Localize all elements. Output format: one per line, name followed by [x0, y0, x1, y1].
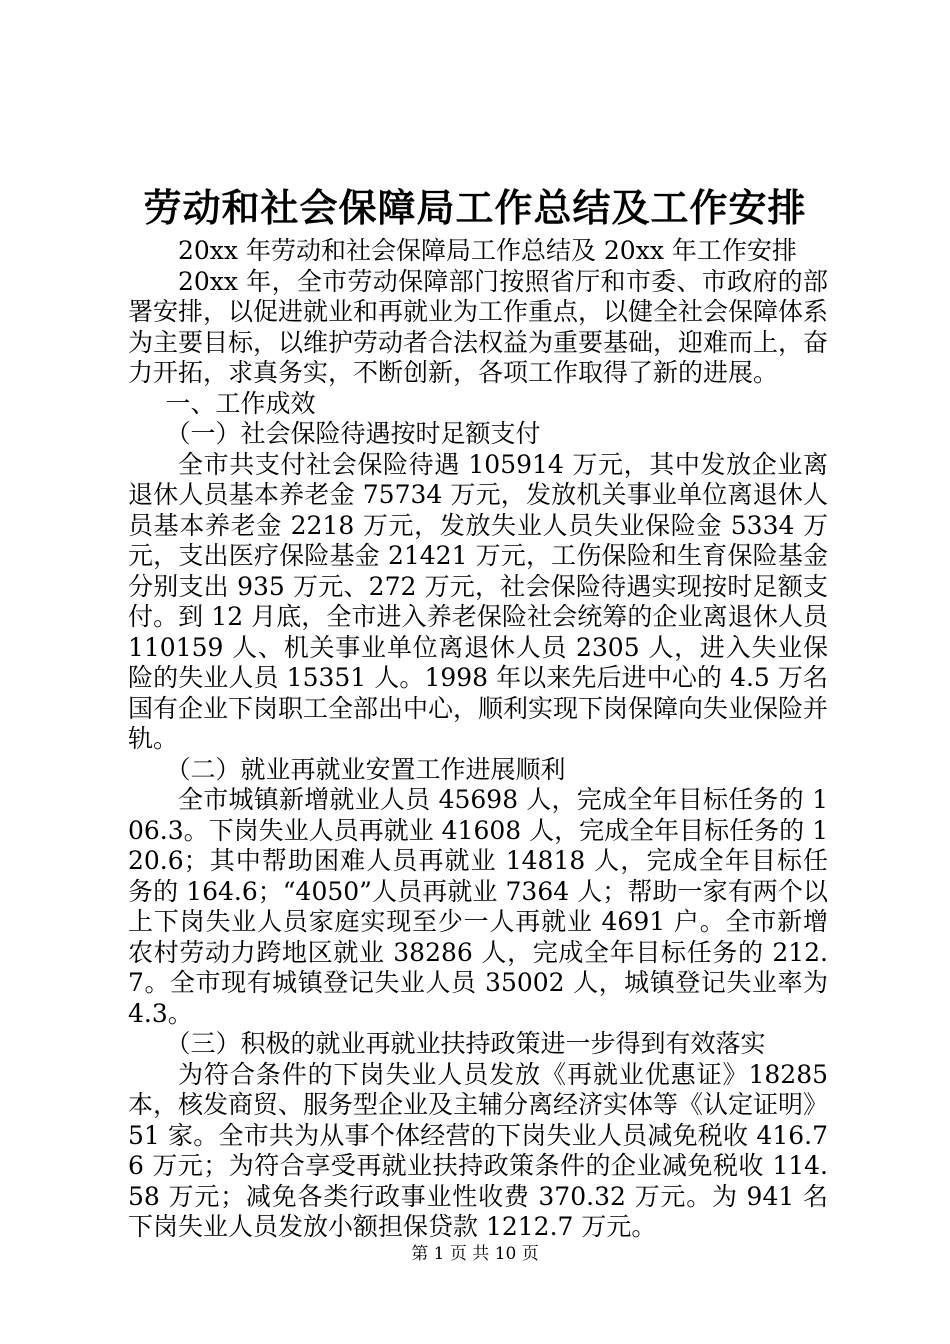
subsection-heading: （二）就业再就业安置工作进展顺利	[165, 754, 566, 784]
subsection-heading: （一）社会保险待遇按时足额支付	[165, 419, 541, 448]
subsection-heading: （三）积极的就业再就业扶持政策进一步得到有效落实	[165, 1029, 766, 1058]
body-paragraph: 全市共支付社会保险待遇 105914 万元，其中发放企业离退休人员基本养老金 75734 万元，发放机关事业单位离退休人员基本养老金 2218 万元，发放失业人员失业保险金 5334 万元，支出医疗保险基金 21421 万元，工伤保险和生育保险基金分别支出 935 万元、272 万元，社会保险待遇实现按时足额支付。到 12 月底，全市进入养老保险社会统筹的企业离退休人员 110159 人、机关事业单位离退休人员 2305 人，进入失业保险的失业人员 15351 人。1998 年以来先后进中心的 4.5 万名国有企业下岗职工全部出中心，顺利实现下岗保障向失业保险并轨。	[128, 449, 829, 753]
document-subtitle: 20xx 年劳动和社会保障局工作总结及 20xx 年工作安排	[178, 236, 797, 265]
document-title: 劳动和社会保障局工作总结及工作安排	[143, 185, 807, 230]
intro-paragraph: 20xx 年，全市劳动保障部门按照省厅和市委、市政府的部署安排，以促进就业和再就业为工作重点，以健全社会保障体系为主要目标，以维护劳动者合法权益为重要基础，迎难而上，奋力开拓，求真务实，不断创新，各项工作取得了新的进展。	[128, 266, 829, 387]
body-paragraph: 为符合条件的下岗失业人员发放《再就业优惠证》18285 本，核发商贸、服务型企业及主辅分离经济实体等《认定证明》51 家。全市共为从事个体经营的下岗失业人员减免税收 416.76 万元；为符合享受再就业扶持政策条件的企业减免税收 114.58 万元；减免各类行政事业性收费 370.32 万元。为 941 名下岗失业人员发放小额担保贷款 1212.7 万元。	[128, 1059, 829, 1241]
body-paragraph: 全市城镇新增就业人员 45698 人，完成全年目标任务的 106.3。下岗失业人员再就业 41608 人，完成全年目标任务的 120.6；其中帮助困难人员再就业 14818 人，完成全年目标任务的 164.6；“4050”人员再就业 7364 人；帮助一家有两个以上下岗失业人员家庭实现至少一人再就业 4691 户。全市新增农村劳动力跨地区就业 38286 人，完成全年目标任务的 212.7。全市现有城镇登记失业人员 35002 人，城镇登记失业率为 4.3。	[128, 785, 828, 1028]
document-body	[128, 236, 828, 1243]
page-number: 第 1 页 共 10 页	[411, 1244, 539, 1264]
section-heading: 一、工作成效	[165, 388, 316, 418]
